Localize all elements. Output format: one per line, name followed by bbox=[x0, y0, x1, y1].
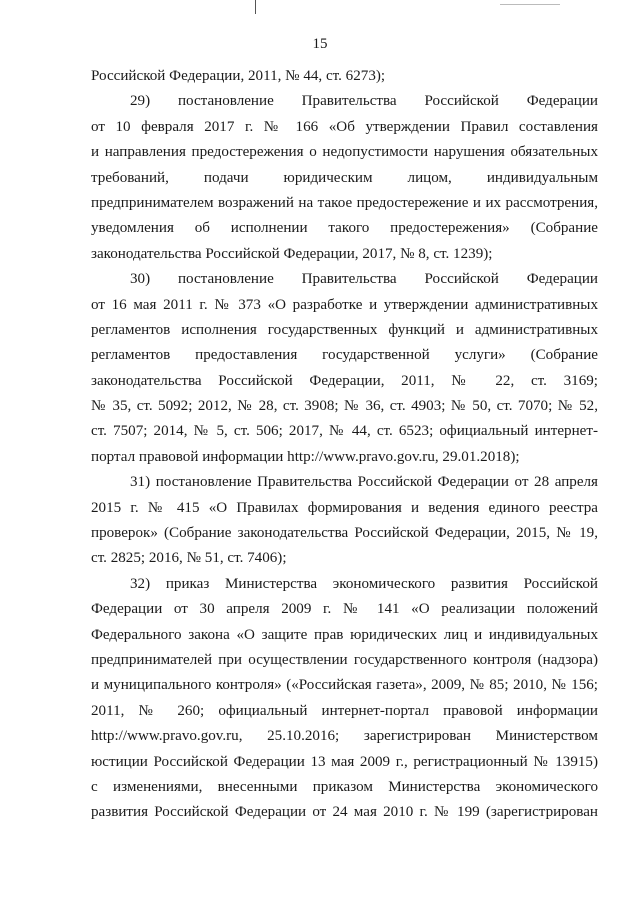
text-line: развития Российской Федерации от 24 мая 2010 г. № 199 (зарегистрирован bbox=[91, 804, 598, 821]
page-number: 15 bbox=[312, 36, 328, 52]
text-line: http://www.pravo.gov.ru, 25.10.2016; зарегистрирован Министерством bbox=[91, 728, 598, 745]
text-line: № 35, ст. 5092; 2012, № 28, ст. 3908; № 36, ст. 4903; № 50, ст. 7070; № 52, bbox=[91, 398, 598, 415]
text-line: 31) постановление Правительства Российской Федерации от 28 апреля bbox=[130, 474, 598, 491]
text-line: 2015 г. № 415 «О Правилах формирования и ведения единого реестра bbox=[91, 499, 598, 516]
text-line: предпринимателей при осуществлении государственного контроля (надзора) bbox=[91, 651, 598, 668]
scan-artifact-line bbox=[500, 4, 560, 5]
text-line: ст. 7507; 2014, № 5, ст. 506; 2017, № 44, ст. 6523; официальный интернет- bbox=[91, 423, 598, 440]
document-body bbox=[91, 64, 598, 826]
text-line: 29) постановление Правительства Российской Федерации bbox=[130, 93, 598, 110]
text-line: 2011, № 260; официальный интернет-портал правовой информации bbox=[91, 702, 598, 719]
text-line: регламентов исполнения государственных функций и административных bbox=[91, 321, 598, 338]
text-line: регламентов предоставления государственной услуги» (Собрание bbox=[91, 347, 598, 364]
scan-artifact-mark bbox=[255, 0, 256, 14]
text-line: Российской Федерации, 2011, № 44, ст. 6273); bbox=[91, 68, 386, 84]
text-line: требований, подачи юридическим лицом, индивидуальным bbox=[91, 169, 598, 186]
text-line: с изменениями, внесенными приказом Министерства экономического bbox=[91, 778, 598, 795]
text-line: 32) приказ Министерства экономического развития Российской bbox=[130, 575, 598, 592]
text-line: от 10 февраля 2017 г. № 166 «Об утверждении Правил составления bbox=[91, 118, 598, 135]
text-line: 30) постановление Правительства Российской Федерации bbox=[130, 271, 598, 288]
text-line: портал правовой информации http://www.pravo.gov.ru, 29.01.2018); bbox=[91, 448, 520, 465]
text-line: законодательства Российской Федерации, 2011, № 22, ст. 3169; bbox=[91, 372, 598, 389]
text-line: проверок» (Собрание законодательства Российской Федерации, 2015, № 19, bbox=[91, 525, 598, 542]
text-line: юстиции Российской Федерации 13 мая 2009 г., регистрационный № 13915) bbox=[91, 753, 598, 770]
text-line: и направления предостережения о недопустимости нарушения обязательных bbox=[91, 144, 598, 161]
text-line: от 16 мая 2011 г. № 373 «О разработке и утверждении административных bbox=[91, 296, 598, 313]
text-line: Федерации от 30 апреля 2009 г. № 141 «О реализации положений bbox=[91, 601, 598, 618]
text-line: и муниципального контроля» («Российская газета», 2009, № 85; 2010, № 156; bbox=[91, 677, 598, 694]
text-line: предпринимателем возражений на такое предостережение и их рассмотрения, bbox=[91, 194, 598, 211]
text-line: ст. 2825; 2016, № 51, ст. 7406); bbox=[91, 550, 287, 567]
text-line: уведомления об исполнении такого предостережения» (Собрание bbox=[91, 220, 598, 237]
text-line: законодательства Российской Федерации, 2017, № 8, ст. 1239); bbox=[91, 245, 493, 262]
text-line: Федерального закона «О защите прав юридических лиц и индивидуальных bbox=[91, 626, 598, 643]
